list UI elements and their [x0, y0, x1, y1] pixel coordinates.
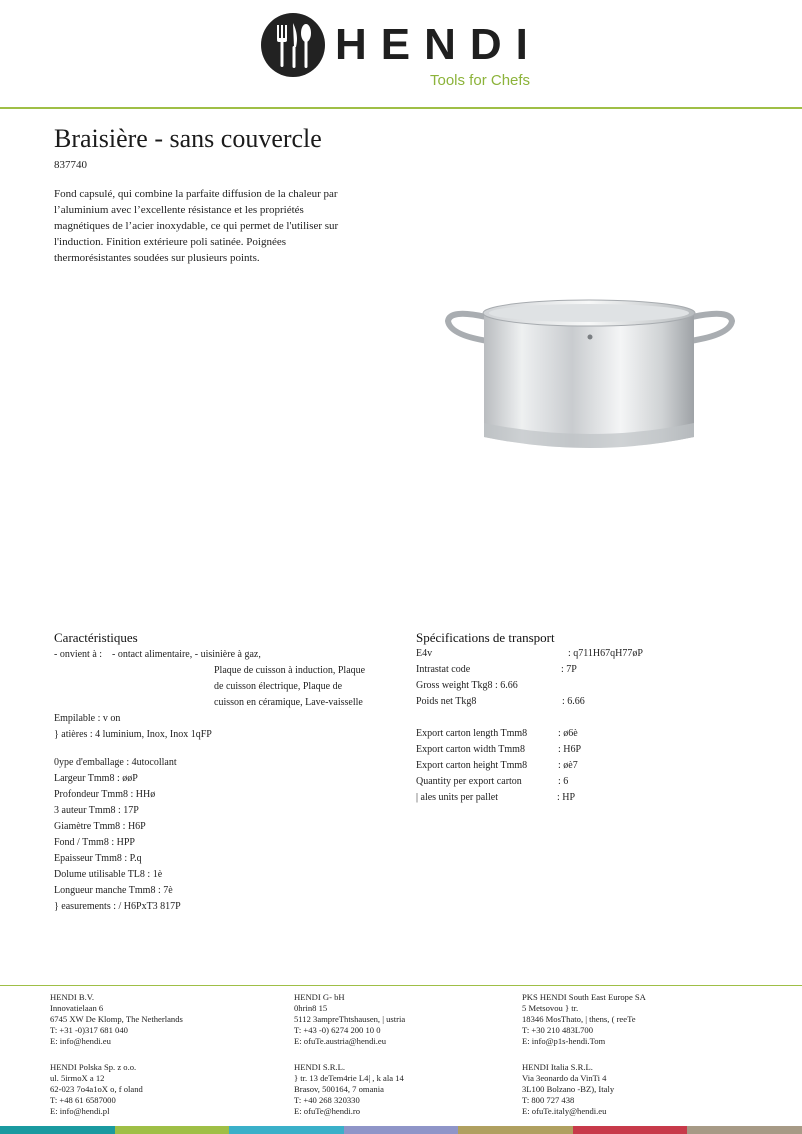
company-name: HENDI B.V. — [50, 992, 95, 1002]
characteristic-item: Fond / Tmm8 : HPP — [54, 837, 135, 848]
transport-label: Intrastat code — [416, 664, 471, 675]
transport-title: Spécifications de transport — [416, 630, 555, 645]
transport-label: E4v — [416, 648, 433, 659]
characteristic-item: Empilable : v on — [54, 713, 121, 724]
footer-address — [50, 992, 183, 1047]
address-line: } tr. 13 deTem4rie L4| , k ala 14 — [294, 1073, 404, 1083]
product-image — [440, 295, 740, 465]
address-line: Innovatielaan 6 — [50, 1003, 104, 1013]
address-line: Brasov, 500164, 7 omania — [294, 1084, 384, 1094]
footer-address — [294, 992, 405, 1047]
characteristic-item: Epaisseur Tmm8 : P.q — [54, 853, 142, 864]
characteristic-item: } easurements : / H6PxT3 817P — [54, 901, 181, 912]
address-line: 3L100 Bolzano -BZ), Italy — [522, 1084, 615, 1094]
hendi-logo-icon — [261, 13, 325, 77]
address-line: 62-023 7o4a1oX o, f oland — [50, 1084, 143, 1094]
characteristic-item: Giamètre Tmm8 : H6P — [54, 821, 146, 832]
transport-label: Export carton width Tmm8 — [416, 744, 525, 755]
characteristic-item: Dolume utilisable TL8 : 1è — [54, 869, 163, 880]
transport-value: : 6.66 — [562, 696, 585, 707]
transport-value: : øè7 — [558, 760, 578, 771]
company-name: HENDI Italia S.R.L. — [522, 1062, 593, 1072]
convient-line: cuisson en céramique, Lave-vaisselle — [214, 697, 363, 708]
company-name: HENDI Polska Sp. z o.o. — [50, 1062, 137, 1072]
transport-value: : HP — [557, 792, 576, 803]
header-divider — [0, 107, 802, 109]
brand-tagline: Tools for Chefs — [430, 72, 531, 89]
transport-label: | ales units per pallet — [416, 792, 498, 803]
transport-value: : q711H67qH77øP — [568, 648, 643, 659]
address-line: 18346 MosThato, | thens, ( reeTe — [522, 1014, 636, 1024]
characteristic-item: Longueur manche Tmm8 : 7è — [54, 885, 173, 896]
footer-address — [522, 992, 646, 1047]
transport-label: Poids net Tkg8 — [416, 696, 477, 707]
address-line: 0hrin8 15 — [294, 1003, 328, 1013]
footer-address — [294, 1062, 404, 1117]
address-line: ul. 5irmoX a 12 — [50, 1073, 105, 1083]
transport-value: : ø6è — [558, 728, 578, 739]
phone: T: +43 -0) 6274 200 10 0 — [294, 1025, 381, 1035]
characteristic-item: 0ype d'emballage : 4utocollant — [54, 757, 177, 768]
transport-label: Quantity per export carton — [416, 776, 522, 787]
footer-color-bar — [0, 1126, 802, 1134]
phone: T: +48 61 6587000 — [50, 1095, 116, 1105]
company-name: PKS HENDI South East Europe SA — [522, 992, 646, 1002]
color-segment — [229, 1126, 344, 1134]
company-name: HENDI G- bH — [294, 992, 345, 1002]
characteristic-item: 3 auteur Tmm8 : 17P — [54, 805, 139, 816]
email-link[interactable]: E: ofuTe@hendi.ro — [294, 1106, 361, 1116]
company-name: HENDI S.R.L. — [294, 1062, 346, 1072]
characteristic-item: Largeur Tmm8 : øøP — [54, 773, 138, 784]
transport-label: Gross weight Tkg8 : 6.66 — [416, 680, 518, 691]
email-link[interactable]: E: info@hendi.eu — [50, 1036, 111, 1046]
color-segment — [344, 1126, 459, 1134]
footer-address — [50, 1062, 143, 1117]
convient-line: Plaque de cuisson à induction, Plaque — [214, 665, 366, 676]
color-segment — [0, 1126, 115, 1134]
address-line: 5112 3amprеThtshausen, | ustria — [294, 1014, 406, 1024]
email-link[interactable]: E: info@p1s-hendi.Tom — [522, 1036, 606, 1046]
phone: T: +31 -0)317 681 040 — [50, 1025, 128, 1035]
brand-name: HENDI — [335, 20, 542, 69]
email-link[interactable]: E: ofuTe.italy@hendi.eu — [522, 1106, 607, 1116]
transport-value: : 7P — [561, 664, 577, 675]
phone: T: +30 210 483L700 — [522, 1025, 594, 1035]
product-description: Fond capsulé, qui combine la parfaite diffusion de la chaleur par l’aluminium avec l’excellente résistance et les propriétés magnétiques de l’acier inoxydable, ce qui permet de l'utiliser sur l'induction. Finition extérieure poli satinée. Poignées thermorésistantes soudées sur plusieurs points. — [54, 188, 339, 264]
header — [0, 0, 802, 108]
address-line: 6745 XW De Klomp, The Netherlands — [50, 1014, 183, 1024]
convient-line: de cuisson électrique, Plaque de — [214, 681, 343, 692]
color-segment — [687, 1126, 802, 1134]
email-link[interactable]: E: info@hendi.pl — [50, 1106, 110, 1116]
address-line: Via 3eonardo da VinTi 4 — [522, 1073, 607, 1083]
address-line: 5 Metsovou } tr. — [522, 1003, 579, 1013]
convient-line: - ontact alimentaire, - uisinière à gaz, — [112, 649, 261, 660]
transport-value: : 6 — [558, 776, 569, 787]
phone: T: +40 268 320330 — [294, 1095, 360, 1105]
color-segment — [458, 1126, 573, 1134]
email-link[interactable]: E: ofuTe.austria@hendi.eu — [294, 1036, 387, 1046]
transport-value: : H6P — [558, 744, 582, 755]
color-segment — [573, 1126, 688, 1134]
convient-label: - onvient à : — [54, 649, 103, 660]
product-code: 837740 — [54, 159, 87, 171]
transport-label: Export carton height Tmm8 — [416, 760, 528, 771]
characteristics-title: Caractéristiques — [54, 630, 138, 645]
transport-label: Export carton length Tmm8 — [416, 728, 528, 739]
footer-address — [522, 1062, 614, 1117]
product-title: Braisière - sans couvercle — [54, 124, 322, 153]
color-segment — [115, 1126, 230, 1134]
footer-divider — [0, 985, 802, 986]
characteristic-item: Profondeur Tmm8 : HHø — [54, 789, 156, 800]
characteristic-item: } atières : 4 luminium, Inox, Inox 1qFP — [54, 729, 212, 740]
phone: T: 800 727 438 — [522, 1095, 575, 1105]
